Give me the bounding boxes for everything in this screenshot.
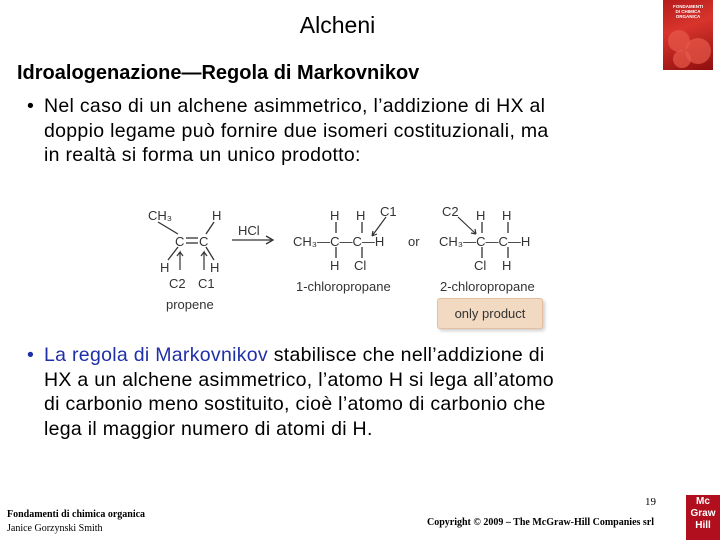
reactant-name: propene [166, 297, 214, 312]
bullet-marker: • [27, 95, 35, 117]
c1-label: C1 [198, 276, 215, 291]
h-label: H [356, 208, 366, 223]
or-label: or [408, 234, 420, 249]
position-arrow [458, 217, 476, 234]
cover-title: FONDAMENTI DI CHIMICA ORGANICA [673, 4, 703, 19]
slide-title: Alcheni [299, 12, 376, 38]
c2-label: C2 [169, 276, 186, 291]
h-label: H [502, 258, 512, 273]
c-label: C [175, 234, 185, 249]
footer-book-title: Fondamenti di chimica organica [7, 509, 146, 520]
markovnikov-highlight: La regola di Markovnikov [44, 344, 268, 366]
cl-label: Cl [474, 258, 487, 273]
product1-name: 1-chloropropane [296, 279, 391, 294]
footer-author: Janice Gorzynski Smith [7, 523, 103, 534]
c-label: C [199, 234, 209, 249]
ch3-label: CH₃ [148, 208, 173, 223]
reagent-label: HCl [238, 223, 260, 238]
only-product-badge [437, 298, 543, 329]
bond-line [158, 222, 178, 234]
bullet-2-text: La regola di Markovnikov stabilisce che nell’addizione di HX a un alchene asimmetrico, l’atomo H si lega all’atomo di carbonio meno sostituito, cioè l’atomo di carbonio che lega il maggior numero di atomi di H. [44, 344, 554, 440]
c1-label: C1 [380, 204, 397, 219]
c2-label: C2 [442, 204, 459, 219]
slide-subtitle: Idroalogenazione—Regola di Markovnikov [17, 62, 420, 84]
bullet-1-text: Nel caso di un alchene asimmetrico, l’addizione di HX al doppio legame può fornire due isomeri costituzionali, ma in realtà si forma un unico prodotto: [44, 95, 549, 166]
product2-name: 2-chloropropane [440, 279, 535, 294]
mechanism-arrow [177, 252, 183, 270]
h-label: H [330, 208, 340, 223]
publisher-logo: Mc Graw Hill [686, 495, 720, 540]
h-label: H [502, 208, 512, 223]
h-label: H [210, 260, 220, 275]
h-label: H [476, 208, 486, 223]
cl-label: Cl [354, 258, 367, 273]
cover-flower-shape [673, 50, 691, 68]
product2-chain: CH₃—C—C—H [439, 234, 531, 249]
h-label: H [160, 260, 170, 275]
product1-chain: CH₃—C—C—H [293, 234, 385, 249]
bullet-marker: • [27, 344, 35, 366]
book-cover-image [663, 0, 713, 70]
h-label: H [212, 208, 222, 223]
footer-copyright: Copyright © 2009 – The McGraw-Hill Companies srl [427, 517, 655, 528]
bond-line [206, 222, 214, 234]
mechanism-arrow [201, 252, 207, 270]
h-label: H [330, 258, 340, 273]
page-number: 19 [645, 496, 656, 508]
only-product-label: only product [454, 306, 526, 321]
